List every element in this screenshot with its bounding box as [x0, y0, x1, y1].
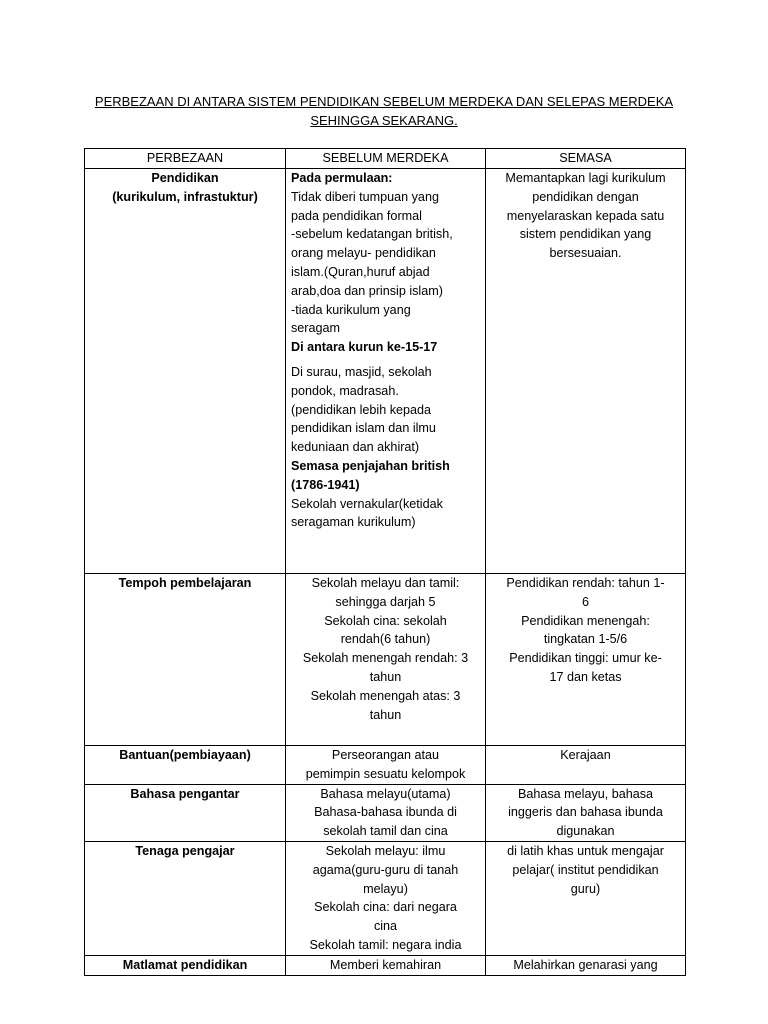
semasa-cell [486, 746, 686, 785]
sebelum-merdeka-line: (1786-1941) [291, 477, 360, 492]
semasa-cell [486, 574, 686, 746]
semasa-line: guru) [570, 881, 601, 896]
sebelum-merdeka-line: arab,doa dan prinsip islam) [291, 283, 443, 298]
row-label-cell [85, 169, 286, 574]
semasa-line: bersesuaian. [549, 246, 622, 261]
sebelum-merdeka-line: sekolah tamil dan cina [323, 824, 448, 839]
sebelum-merdeka-cell [286, 955, 486, 975]
sebelum-merdeka-line: melayu) [363, 881, 408, 896]
semasa-line: Pendidikan rendah: tahun 1- [506, 576, 665, 590]
sebelum-merdeka-line: (pendidikan lebih kepada [291, 402, 432, 417]
sebelum-merdeka-line: Sekolah tamil: negara india [309, 937, 462, 952]
sebelum-merdeka-line: cina [373, 919, 398, 934]
semasa-line: Pendidikan menengah: [521, 613, 650, 628]
row-label-cell [85, 841, 286, 955]
sebelum-merdeka-line: Di surau, masjid, sekolah [291, 364, 432, 379]
sebelum-merdeka-line: agama(guru-guru di tanah [312, 862, 459, 877]
semasa-cell [486, 955, 686, 975]
sebelum-merdeka-line: -sebelum kedatangan british, [291, 227, 453, 242]
sebelum-merdeka-cell [286, 574, 486, 746]
sebelum-merdeka-line: pada pendidikan formal [291, 208, 422, 223]
sebelum-merdeka-line: pendidikan islam dan ilmu [291, 421, 436, 436]
sebelum-merdeka-line: pemimpin sesuatu kelompok [305, 766, 466, 781]
row-label-cell [85, 955, 286, 975]
sebelum-merdeka-line: rendah(6 tahun) [340, 632, 431, 647]
sebelum-merdeka-line: Semasa penjajahan british [291, 458, 450, 473]
row-tenaga-pengajar [85, 841, 686, 955]
sebelum-merdeka-line: sehingga darjah 5 [335, 594, 436, 609]
row-label-cell [85, 784, 286, 841]
sebelum-merdeka-line: islam.(Quran,huruf abjad [291, 264, 430, 279]
sebelum-merdeka-line: Tidak diberi tumpuan yang [291, 189, 439, 204]
sebelum-merdeka-line: Sekolah vernakular(ketidak [291, 496, 443, 511]
semasa-line: inggeris dan bahasa ibunda [508, 805, 663, 820]
row-label-text: Matlamat pendidikan [122, 957, 248, 972]
sebelum-merdeka-line: Sekolah menengah rendah: 3 [302, 651, 469, 666]
semasa-cell [486, 841, 686, 955]
sebelum-merdeka-line: tahun [369, 707, 402, 722]
sebelum-merdeka-line: keduniaan dan akhirat) [291, 440, 420, 455]
row-label-text: (kurikulum, infrastuktur) [112, 189, 258, 204]
document-title [60, 92, 708, 130]
row-label-text: Bantuan(pembiayaan) [119, 748, 251, 762]
semasa-line: digunakan [556, 824, 615, 839]
semasa-line: tingkatan 1-5/6 [543, 632, 628, 647]
sebelum-merdeka-line: Sekolah melayu dan tamil: [311, 576, 460, 590]
sebelum-merdeka-cell [286, 784, 486, 841]
semasa-cell [486, 784, 686, 841]
table-header-row [85, 149, 686, 169]
row-matlamat-pendidikan [85, 955, 686, 975]
semasa-line: Melahirkan genarasi yang [513, 957, 658, 972]
sebelum-merdeka-line: pondok, madrasah. [291, 383, 399, 398]
title-line-2: SEHINGGA SEKARANG. [310, 113, 458, 128]
sebelum-merdeka-line: -tiada kurikulum yang [291, 302, 411, 317]
header-perbezaan: PERBEZAAN [85, 149, 286, 169]
sebelum-merdeka-line: orang melayu- pendidikan [291, 246, 436, 261]
semasa-line: di latih khas untuk mengajar [507, 843, 664, 858]
row-bahasa-pengantar [85, 784, 686, 841]
sebelum-merdeka-line: Perseorangan atau [331, 748, 440, 762]
row-label-cell [85, 746, 286, 785]
table-body [85, 169, 686, 976]
row-label-text: Bahasa pengantar [130, 786, 240, 801]
row-pendidikan [85, 169, 686, 574]
sebelum-merdeka-line: Memberi kemahiran [329, 957, 442, 972]
semasa-line: Memantapkan lagi kurikulum [505, 171, 666, 185]
header-semasa: SEMASA [486, 149, 686, 169]
comparison-table [84, 148, 686, 976]
semasa-line: pelajar( institut pendidikan [512, 862, 659, 877]
sebelum-merdeka-line: tahun [369, 669, 402, 684]
sebelum-merdeka-cell [286, 169, 486, 574]
sebelum-merdeka-line: Sekolah cina: sekolah [324, 613, 447, 628]
semasa-line: Kerajaan [560, 748, 611, 762]
row-label-text: Tenaga pengajar [135, 843, 235, 858]
sebelum-merdeka-line: Sekolah cina: dari negara [314, 900, 457, 915]
sebelum-merdeka-line: Sekolah menengah atas: 3 [310, 688, 461, 703]
sebelum-merdeka-cell [286, 746, 486, 785]
row-tempoh-pembelajaran [85, 574, 686, 746]
sebelum-merdeka-line: Bahasa melayu(utama) [320, 786, 451, 801]
sebelum-merdeka-line: seragaman kurikulum) [291, 515, 416, 530]
semasa-line: sistem pendidikan yang [519, 227, 652, 242]
semasa-cell [486, 169, 686, 574]
semasa-line: 6 [581, 594, 589, 609]
title-line-1: PERBEZAAN DI ANTARA SISTEM PENDIDIKAN SEBELUM MERDEKA DAN SELEPAS MERDEKA [94, 94, 674, 109]
semasa-line: Pendidikan tinggi: umur ke- [509, 651, 662, 666]
sebelum-merdeka-line: seragam [291, 321, 340, 336]
semasa-line: pendidikan dengan [532, 189, 639, 204]
semasa-line: menyelaraskan kepada satu [506, 208, 665, 223]
sebelum-merdeka-line: Sekolah melayu: ilmu [325, 843, 446, 858]
header-sebelum-merdeka: SEBELUM MERDEKA [286, 149, 486, 169]
row-label-text: Pendidikan [151, 171, 219, 185]
sebelum-merdeka-cell [286, 841, 486, 955]
sebelum-merdeka-line: Bahasa-bahasa ibunda di [314, 805, 457, 820]
sebelum-merdeka-line: Pada permulaan: [291, 171, 393, 185]
semasa-line: Bahasa melayu, bahasa [517, 786, 654, 801]
row-label-cell [85, 574, 286, 746]
row-bantuan [85, 746, 686, 785]
sebelum-merdeka-line: Di antara kurun ke-15-17 [291, 340, 438, 355]
semasa-line: 17 dan ketas [549, 669, 622, 684]
row-label-text: Tempoh pembelajaran [118, 576, 252, 590]
